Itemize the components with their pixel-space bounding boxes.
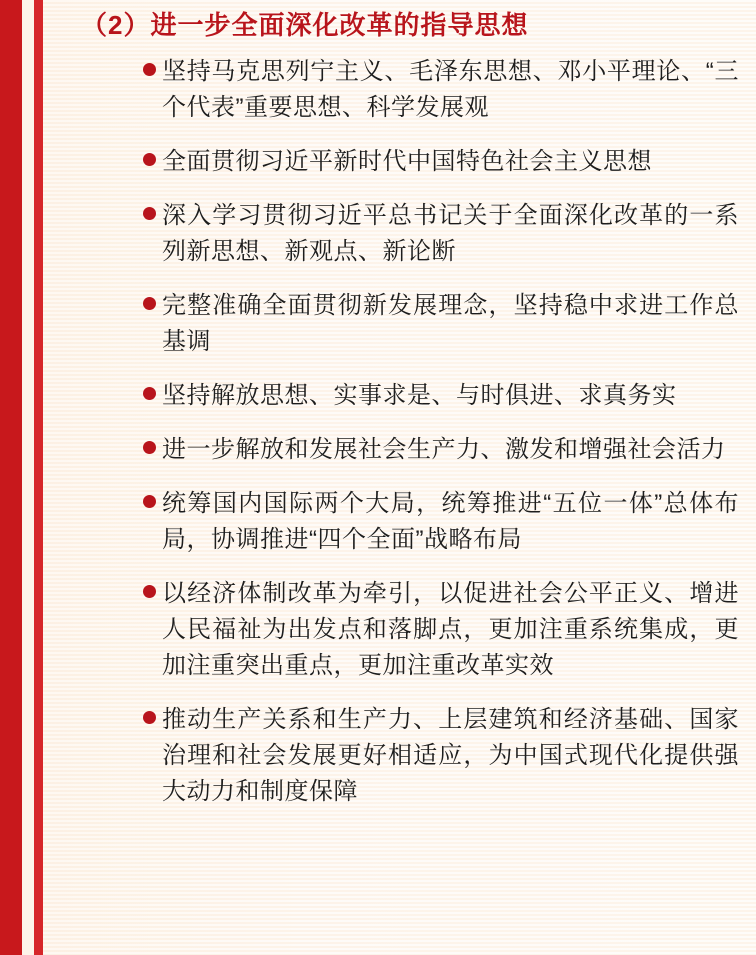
guiding-thought-list — [143, 54, 739, 828]
list-item — [143, 486, 739, 558]
section-heading: （2）进一步全面深化改革的指导思想 — [81, 10, 529, 40]
filled-circle-bullet-icon — [143, 297, 156, 310]
left-decorative-band-outer — [0, 0, 22, 955]
list-item — [143, 198, 739, 270]
list-item-text: 坚持解放思想、实事求是、与时俱进、求真务实 — [162, 382, 677, 409]
list-item-text: 坚持马克思列宁主义、毛泽东思想、邓小平理论、“三个代表”重要思想、科学发展观 — [162, 58, 739, 121]
list-item — [143, 576, 739, 684]
filled-circle-bullet-icon — [143, 585, 156, 598]
filled-circle-bullet-icon — [143, 711, 156, 724]
filled-circle-bullet-icon — [143, 387, 156, 400]
filled-circle-bullet-icon — [143, 441, 156, 454]
list-item — [143, 54, 739, 126]
filled-circle-bullet-icon — [143, 207, 156, 220]
list-item-text: 推动生产关系和生产力、上层建筑和经济基础、国家治理和社会发展更好相适应，为中国式现代化提供强大动力和制度保障 — [162, 706, 739, 805]
list-item-text: 深入学习贯彻习近平总书记关于全面深化改革的一系列新思想、新观点、新论断 — [162, 202, 739, 265]
left-decorative-band-inner — [34, 0, 43, 955]
list-item-text: 以经济体制改革为牵引，以促进社会公平正义、增进人民福祉为出发点和落脚点，更加注重系统集成，更加注重突出重点，更加注重改革实效 — [162, 580, 739, 679]
left-band-gap — [22, 0, 34, 955]
list-item-text: 全面贯彻习近平新时代中国特色社会主义思想 — [162, 148, 652, 175]
list-item — [143, 288, 739, 360]
list-item — [143, 144, 739, 180]
list-item — [143, 702, 739, 810]
list-item — [143, 378, 739, 414]
filled-circle-bullet-icon — [143, 153, 156, 166]
filled-circle-bullet-icon — [143, 495, 156, 508]
list-item-text: 进一步解放和发展社会生产力、激发和增强社会活力 — [162, 436, 726, 463]
document-content — [43, 0, 756, 955]
list-item — [143, 432, 739, 468]
list-item-text: 完整准确全面贯彻新发展理念，坚持稳中求进工作总基调 — [162, 292, 739, 355]
list-item-text: 统筹国内国际两个大局，统筹推进“五位一体”总体布局，协调推进“四个全面”战略布局 — [162, 490, 739, 553]
filled-circle-bullet-icon — [143, 63, 156, 76]
